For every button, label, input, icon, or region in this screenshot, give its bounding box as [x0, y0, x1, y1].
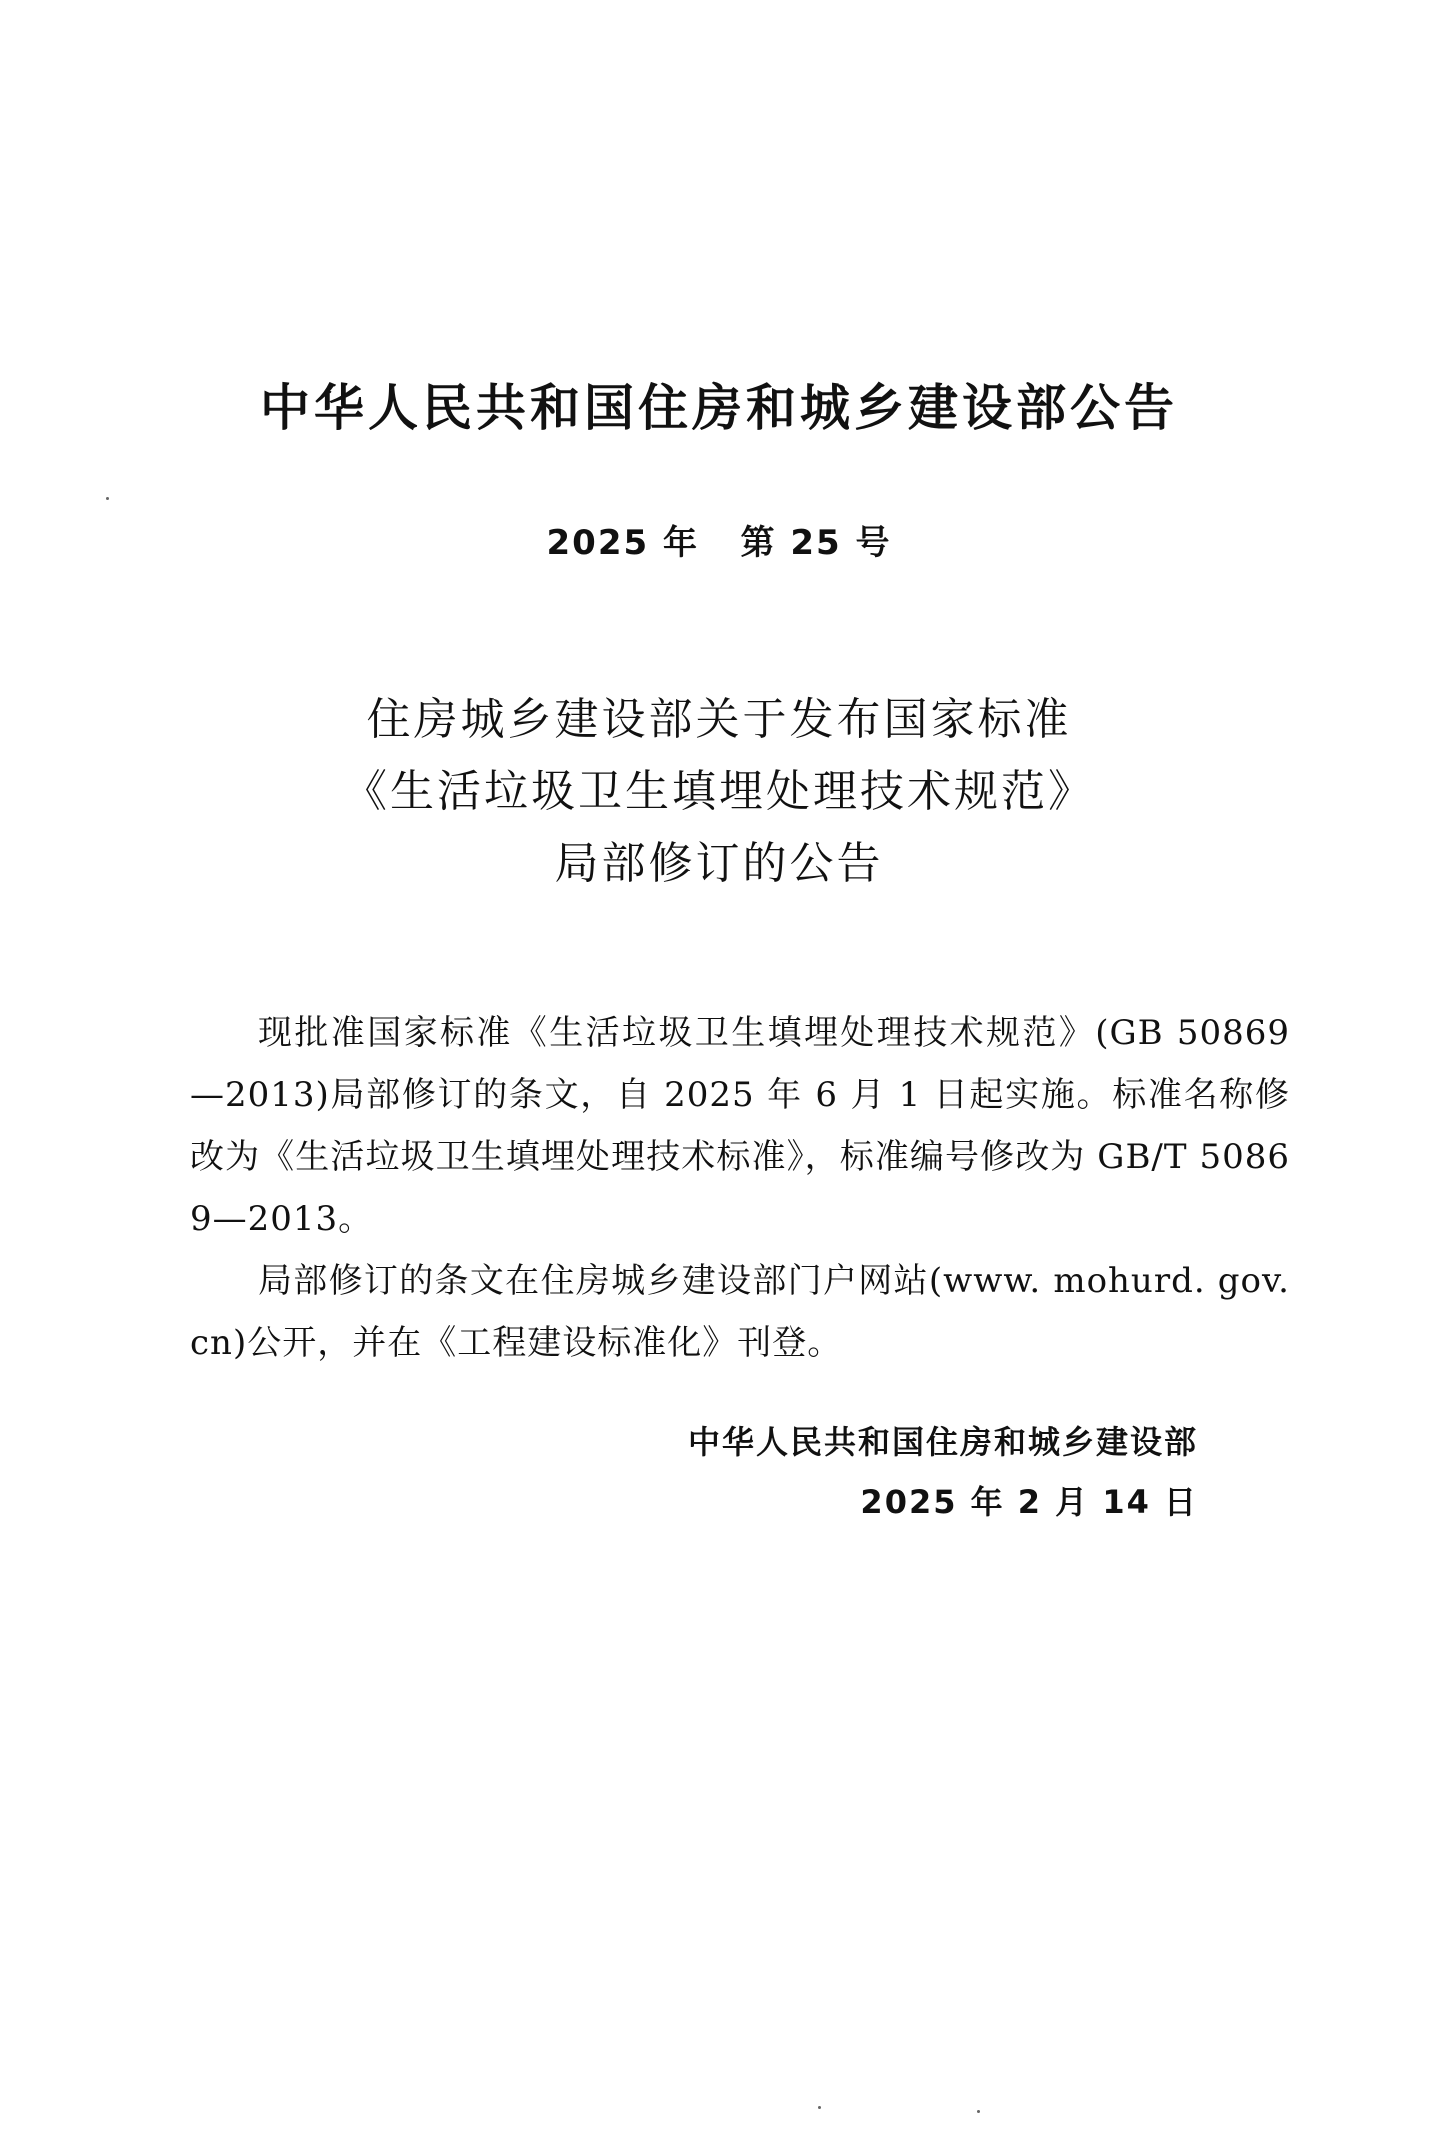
notice-title-line: 住房城乡建设部关于发布国家标准 — [366, 694, 1072, 745]
scan-speck — [977, 2110, 980, 2113]
agency-title: 中华人民共和国住房和城乡建设部公告 — [260, 379, 1178, 437]
notice-title — [0, 684, 1438, 900]
scan-speck — [106, 497, 109, 500]
issue-date: 2025 年 2 月 14 日 — [860, 1483, 1198, 1521]
body-paragraph: 现批准国家标准《生活垃圾卫生填埋处理技术规范》(GB 50869—2013)局部修订的条文，自 2025 年 6 月 1 日起实施。标准名称修改为《生活垃圾卫生填埋处理技术标准》，标准编号修改为 GB/T 50869—2013。 — [190, 1013, 1290, 1239]
issuer-name: 中华人民共和国住房和城乡建设部 — [687, 1423, 1198, 1461]
signature-block — [688, 1412, 1198, 1532]
issue-number: 2025 年 第 25 号 — [546, 523, 892, 563]
notice-title-line: 局部修订的公告 — [554, 838, 884, 889]
scan-speck — [818, 2106, 821, 2109]
body-paragraph: 局部修订的条文在住房城乡建设部门户网站(www. mohurd. gov. cn)公开，并在《工程建设标准化》刊登。 — [190, 1261, 1290, 1363]
notice-title-line: 《生活垃圾卫生填埋处理技术规范》 — [343, 766, 1095, 817]
notice-body — [190, 1002, 1290, 1374]
